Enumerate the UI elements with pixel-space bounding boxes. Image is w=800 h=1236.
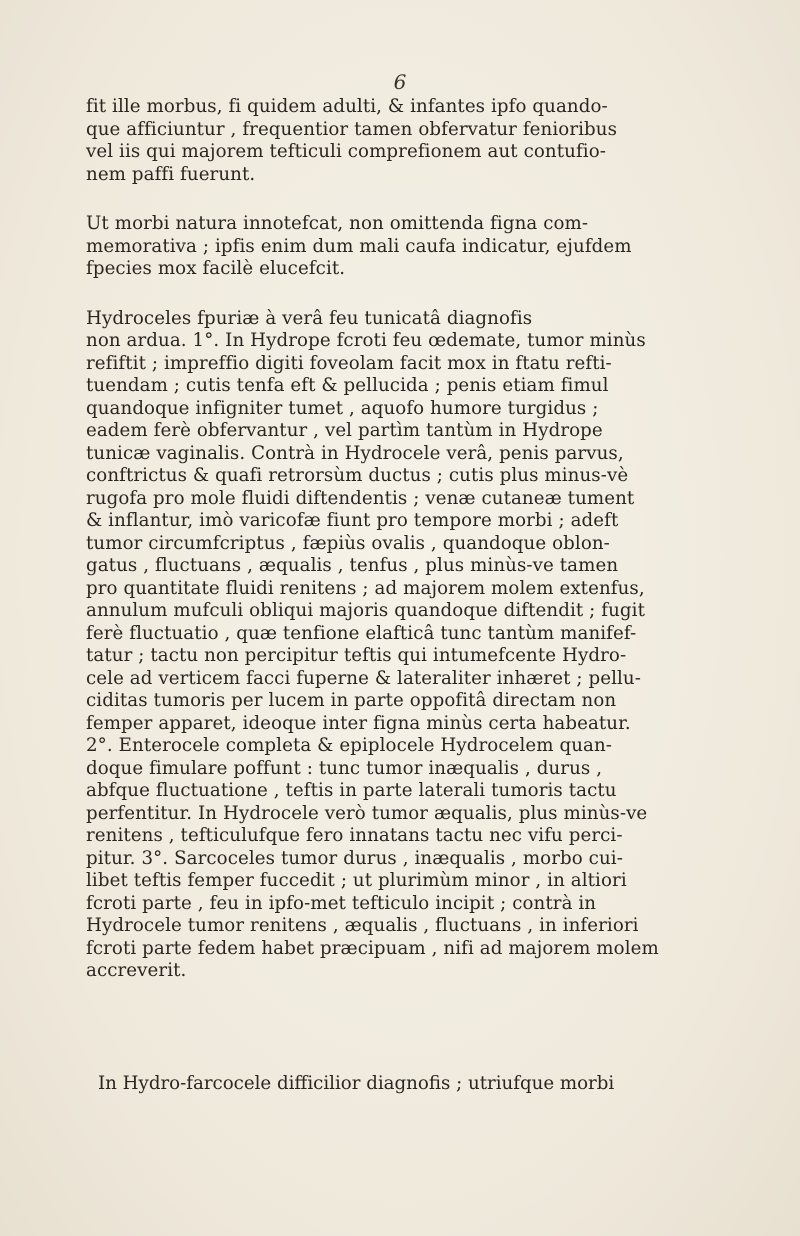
paragraph-2 — [86, 213, 680, 281]
text-line: memorativa ; ipfis enim dum mali caufa indicatur, ejufdem — [86, 235, 632, 257]
text-line: 2°. Enterocele completa & epiplocele Hydrocelem quan- — [86, 735, 613, 756]
text-line: eadem ferè obfervantur , vel partìm tantùm in Hydrope — [86, 420, 603, 441]
text-line: quandoque infigniter tumet , aquofo humore turgidus ; — [86, 397, 599, 419]
text-line: fit ille morbus, fi quidem adulti, & infantes ipfo quando- — [86, 96, 608, 117]
text-line: Hydrocele tumor renitens , æqualis , fluctuans , in inferiori — [86, 915, 639, 936]
text-line: annulum mufculi obliqui majoris quandoque diftendit ; fugit — [86, 600, 645, 621]
text-line: Hydroceles fpuriæ à verâ feu tunicatâ diagnofis — [86, 307, 533, 329]
text-line: doque fimulare poffunt : tunc tumor inæqualis , durus , — [86, 757, 603, 779]
text-line: fcroti parte fedem habet præcipuam , nifi ad majorem molem — [86, 937, 659, 959]
text-line: pro quantitate fluidi renitens ; ad majorem molem extenfus, — [86, 577, 645, 599]
text-line: renitens , tefticulufque fero innatans tactu nec vifu perci- — [86, 825, 623, 846]
text-line: gatus , fluctuans , æqualis , tenfus , plus minùs-ve tamen — [86, 555, 619, 576]
text-line: que afficiuntur , frequentior tamen obfervatur fenioribus — [86, 118, 618, 140]
text-line: femper apparet, ideoque inter figna minùs certa habeatur. — [86, 712, 631, 734]
text-line: fpecies mox facilè elucefcit. — [86, 258, 346, 279]
text-line: libet teftis femper fuccedit ; ut plurimùm minor , in altiori — [86, 870, 627, 891]
text-line: pitur. 3°. Sarcoceles tumor durus , inæqualis , morbo cui- — [86, 847, 623, 869]
text-line: refiftit ; impreffio digiti foveolam facit mox in ftatu refti- — [86, 352, 612, 374]
text-line: Ut morbi natura innotefcat, non omittenda figna com- — [86, 213, 589, 234]
paragraph-3 — [86, 308, 680, 983]
text-line: perfentitur. In Hydrocele verò tumor æqualis, plus minùs-ve — [86, 802, 648, 824]
text-line: fcroti parte , feu in ipfo-met tefticulo incipit ; contrà in — [86, 892, 597, 914]
text-line: tuendam ; cutis tenfa eft & pellucida ; penis etiam fimul — [86, 375, 609, 396]
text-line: nem paffi fuerunt. — [86, 163, 256, 185]
body-text — [86, 96, 680, 983]
text-line: non ardua. 1°. In Hydrope fcroti feu œdemate, tumor minùs — [86, 330, 646, 351]
text-line: abfque fluctuatione , teftis in parte laterali tumoris tactu — [86, 780, 617, 801]
page-number: 6 — [393, 70, 407, 94]
text-line: rugofa pro mole fluidi diftendentis ; venæ cutaneæ tument — [86, 487, 635, 509]
text-line: cele ad verticem facci fuperne & lateraliter inhæret ; pellu- — [86, 667, 641, 689]
catchword-line: In Hydro-farcocele difficilior diagnofis ; utriufque morbi — [98, 1073, 615, 1094]
text-line: vel iis qui majorem tefticuli comprefionem aut contufio- — [86, 141, 606, 162]
text-line: ferè fluctuatio , quæ tenfione elafticâ tunc tantùm manifef- — [86, 622, 637, 644]
text-line: ciditas tumoris per lucem in parte oppofitâ directam non — [86, 690, 617, 711]
text-line: accreverit. — [86, 960, 187, 981]
text-line: conftrictus & quafi retrorsùm ductus ; cutis plus minus-vè — [86, 465, 629, 486]
text-line: & inflantur, imò varicofæ fiunt pro tempore morbi ; adeft — [86, 510, 619, 531]
text-line: tunicæ vaginalis. Contrà in Hydrocele verâ, penis parvus, — [86, 442, 624, 464]
text-line: tumor circumfcriptus , fæpiùs ovalis , quandoque oblon- — [86, 532, 610, 554]
text-line: tatur ; tactu non percipitur teftis qui intumefcente Hydro- — [86, 645, 627, 666]
paragraph-1 — [86, 96, 680, 186]
